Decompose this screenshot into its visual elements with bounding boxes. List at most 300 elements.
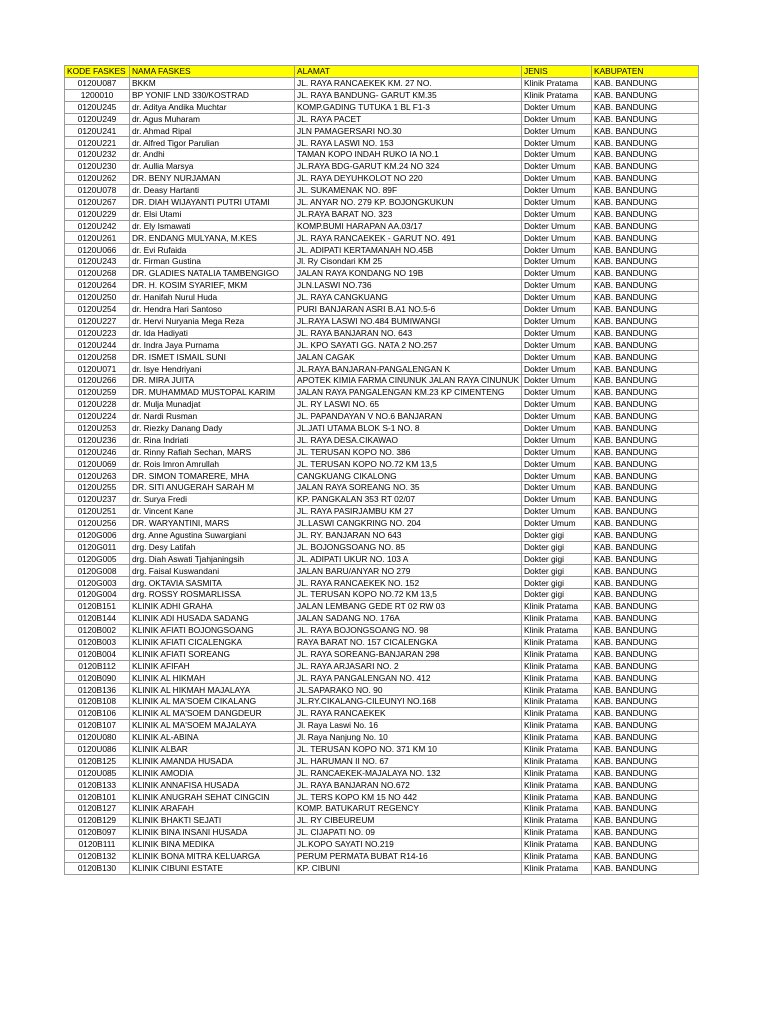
jenis-cell[interactable]: Dokter Umum: [522, 208, 592, 220]
kode-faskes-cell[interactable]: 0120U264: [65, 280, 130, 292]
kode-faskes-cell[interactable]: 0120U249: [65, 113, 130, 125]
kode-faskes-cell[interactable]: 0120U221: [65, 137, 130, 149]
nama-faskes-cell[interactable]: dr. Isye Hendriyani: [130, 363, 295, 375]
alamat-cell[interactable]: JL. RAYA BANJARAN NO. 643: [295, 327, 522, 339]
alamat-cell[interactable]: KOMP.GADING TUTUKA 1 BL F1-3: [295, 101, 522, 113]
nama-faskes-cell[interactable]: drg. OKTAVIA SASMITA: [130, 577, 295, 589]
kabupaten-cell[interactable]: KAB. BANDUNG: [592, 684, 699, 696]
alamat-cell[interactable]: JL. RAYA PANGALENGAN NO. 412: [295, 672, 522, 684]
nama-faskes-cell[interactable]: KLINIK AMANDA HUSADA: [130, 755, 295, 767]
kabupaten-cell[interactable]: KAB. BANDUNG: [592, 482, 699, 494]
nama-faskes-cell[interactable]: dr. Aditya Andika Muchtar: [130, 101, 295, 113]
nama-faskes-cell[interactable]: drg. Desy Latifah: [130, 541, 295, 553]
jenis-cell[interactable]: Klinik Pratama: [522, 684, 592, 696]
kode-faskes-cell[interactable]: 0120U251: [65, 505, 130, 517]
kabupaten-cell[interactable]: KAB. BANDUNG: [592, 458, 699, 470]
kode-faskes-cell[interactable]: 0120U262: [65, 173, 130, 185]
nama-faskes-cell[interactable]: dr. Agus Muharam: [130, 113, 295, 125]
alamat-cell[interactable]: JL. KPO SAYATI GG. NATA 2 NO.257: [295, 339, 522, 351]
alamat-cell[interactable]: JL. RAYA BANJARAN NO.672: [295, 779, 522, 791]
kabupaten-cell[interactable]: KAB. BANDUNG: [592, 850, 699, 862]
kode-faskes-cell[interactable]: 0120U223: [65, 327, 130, 339]
kode-faskes-cell[interactable]: 0120U255: [65, 482, 130, 494]
alamat-cell[interactable]: JL.KOPO SAYATI NO.219: [295, 838, 522, 850]
alamat-cell[interactable]: JL. CIJAPATI NO. 09: [295, 827, 522, 839]
jenis-cell[interactable]: Dokter Umum: [522, 505, 592, 517]
kabupaten-cell[interactable]: KAB. BANDUNG: [592, 434, 699, 446]
nama-faskes-cell[interactable]: dr. Ely Ismawati: [130, 220, 295, 232]
alamat-cell[interactable]: JL. RAYA RANCAEKEK NO. 152: [295, 577, 522, 589]
jenis-cell[interactable]: Dokter Umum: [522, 101, 592, 113]
jenis-cell[interactable]: Dokter Umum: [522, 184, 592, 196]
alamat-cell[interactable]: JALAN SADANG NO. 176A: [295, 612, 522, 624]
jenis-cell[interactable]: Dokter Umum: [522, 410, 592, 422]
kode-faskes-cell[interactable]: 0120U078: [65, 184, 130, 196]
alamat-cell[interactable]: JALAN RAYA PANGALENGAN KM.23 KP CIMENTENG: [295, 387, 522, 399]
kabupaten-cell[interactable]: KAB. BANDUNG: [592, 315, 699, 327]
alamat-cell[interactable]: JLN.LASWI NO.736: [295, 280, 522, 292]
kode-faskes-cell[interactable]: 0120B112: [65, 660, 130, 672]
kabupaten-cell[interactable]: KAB. BANDUNG: [592, 601, 699, 613]
kode-faskes-cell[interactable]: 0120U066: [65, 244, 130, 256]
nama-faskes-cell[interactable]: drg. Faisal Kuswandani: [130, 565, 295, 577]
nama-faskes-cell[interactable]: KLINIK AL MA'SOEM CIKALANG: [130, 696, 295, 708]
kode-faskes-cell[interactable]: 0120B127: [65, 803, 130, 815]
kabupaten-cell[interactable]: KAB. BANDUNG: [592, 553, 699, 565]
nama-faskes-cell[interactable]: KLINIK ANUGRAH SEHAT CINGCIN: [130, 791, 295, 803]
kode-faskes-cell[interactable]: 0120B111: [65, 838, 130, 850]
alamat-cell[interactable]: JL. RAYA LASWI NO. 153: [295, 137, 522, 149]
alamat-cell[interactable]: JALAN RAYA KONDANG NO 19B: [295, 268, 522, 280]
nama-faskes-cell[interactable]: KLINIK AL MA'SOEM DANGDEUR: [130, 708, 295, 720]
nama-faskes-cell[interactable]: dr. Surya Fredi: [130, 494, 295, 506]
alamat-cell[interactable]: JL. HARUMAN II NO. 67: [295, 755, 522, 767]
kabupaten-cell[interactable]: KAB. BANDUNG: [592, 470, 699, 482]
jenis-cell[interactable]: Klinik Pratama: [522, 660, 592, 672]
jenis-cell[interactable]: Klinik Pratama: [522, 648, 592, 660]
kabupaten-cell[interactable]: KAB. BANDUNG: [592, 672, 699, 684]
jenis-cell[interactable]: Dokter Umum: [522, 422, 592, 434]
kabupaten-cell[interactable]: KAB. BANDUNG: [592, 232, 699, 244]
nama-faskes-cell[interactable]: dr. Deasy Hartanti: [130, 184, 295, 196]
nama-faskes-cell[interactable]: dr. Evi Rufaida: [130, 244, 295, 256]
kabupaten-cell[interactable]: KAB. BANDUNG: [592, 660, 699, 672]
alamat-cell[interactable]: JALAN LEMBANG GEDE RT 02 RW 03: [295, 601, 522, 613]
jenis-cell[interactable]: Klinik Pratama: [522, 612, 592, 624]
kode-faskes-cell[interactable]: 0120U254: [65, 303, 130, 315]
alamat-cell[interactable]: JL. RAYA CANGKUANG: [295, 291, 522, 303]
kabupaten-cell[interactable]: KAB. BANDUNG: [592, 696, 699, 708]
jenis-cell[interactable]: Klinik Pratama: [522, 77, 592, 89]
jenis-cell[interactable]: Dokter Umum: [522, 244, 592, 256]
nama-faskes-cell[interactable]: KLINIK ADHI GRAHA: [130, 601, 295, 613]
jenis-cell[interactable]: Dokter gigi: [522, 553, 592, 565]
alamat-cell[interactable]: JL. ADIPATI KERTAMANAH NO.45B: [295, 244, 522, 256]
kode-faskes-cell[interactable]: 0120U069: [65, 458, 130, 470]
kode-faskes-cell[interactable]: 0120U087: [65, 77, 130, 89]
kabupaten-cell[interactable]: KAB. BANDUNG: [592, 161, 699, 173]
alamat-cell[interactable]: Jl. Raya Nanjung No. 10: [295, 731, 522, 743]
jenis-cell[interactable]: Dokter Umum: [522, 387, 592, 399]
jenis-cell[interactable]: Dokter Umum: [522, 173, 592, 185]
jenis-cell[interactable]: Klinik Pratama: [522, 862, 592, 874]
jenis-cell[interactable]: Klinik Pratama: [522, 815, 592, 827]
nama-faskes-cell[interactable]: KLINIK AFIATI SOREANG: [130, 648, 295, 660]
kabupaten-cell[interactable]: KAB. BANDUNG: [592, 173, 699, 185]
jenis-cell[interactable]: Dokter Umum: [522, 363, 592, 375]
nama-faskes-cell[interactable]: KLINIK BONA MITRA KELUARGA: [130, 850, 295, 862]
kabupaten-cell[interactable]: KAB. BANDUNG: [592, 529, 699, 541]
kode-faskes-cell[interactable]: 0120B136: [65, 684, 130, 696]
kode-faskes-cell[interactable]: 0120U259: [65, 387, 130, 399]
nama-faskes-cell[interactable]: KLINIK ARAFAH: [130, 803, 295, 815]
jenis-cell[interactable]: Klinik Pratama: [522, 719, 592, 731]
jenis-cell[interactable]: Klinik Pratama: [522, 779, 592, 791]
jenis-cell[interactable]: Klinik Pratama: [522, 601, 592, 613]
kabupaten-cell[interactable]: KAB. BANDUNG: [592, 827, 699, 839]
alamat-cell[interactable]: JL. ADIPATI UKUR NO. 103 A: [295, 553, 522, 565]
nama-faskes-cell[interactable]: KLINIK AFIATI CICALENGKA: [130, 636, 295, 648]
header-nama-faskes[interactable]: NAMA FASKES: [130, 66, 295, 78]
alamat-cell[interactable]: JL. RAYA BOJONGSOANG NO. 98: [295, 624, 522, 636]
jenis-cell[interactable]: Klinik Pratama: [522, 850, 592, 862]
alamat-cell[interactable]: JL. TERUSAN KOPO NO. 386: [295, 446, 522, 458]
alamat-cell[interactable]: RAYA BARAT NO. 157 CICALENGKA: [295, 636, 522, 648]
jenis-cell[interactable]: Dokter Umum: [522, 113, 592, 125]
kabupaten-cell[interactable]: KAB. BANDUNG: [592, 184, 699, 196]
alamat-cell[interactable]: JL.RAYA BARAT NO. 323: [295, 208, 522, 220]
jenis-cell[interactable]: Dokter gigi: [522, 589, 592, 601]
jenis-cell[interactable]: Dokter Umum: [522, 327, 592, 339]
kode-faskes-cell[interactable]: 0120G006: [65, 529, 130, 541]
kabupaten-cell[interactable]: KAB. BANDUNG: [592, 77, 699, 89]
alamat-cell[interactable]: KP. PANGKALAN 353 RT 02/07: [295, 494, 522, 506]
alamat-cell[interactable]: JL. RAYA RANCAEKEK: [295, 708, 522, 720]
kabupaten-cell[interactable]: KAB. BANDUNG: [592, 767, 699, 779]
jenis-cell[interactable]: Dokter Umum: [522, 256, 592, 268]
nama-faskes-cell[interactable]: dr. Alfred Tigor Parulian: [130, 137, 295, 149]
kode-faskes-cell[interactable]: 0120U242: [65, 220, 130, 232]
kabupaten-cell[interactable]: KAB. BANDUNG: [592, 375, 699, 387]
kode-faskes-cell[interactable]: 0120U086: [65, 743, 130, 755]
header-kabupaten[interactable]: KABUPATEN: [592, 66, 699, 78]
nama-faskes-cell[interactable]: dr. Hervi Nuryania Mega Reza: [130, 315, 295, 327]
nama-faskes-cell[interactable]: dr. Riezky Danang Dady: [130, 422, 295, 434]
alamat-cell[interactable]: JL.JATI UTAMA BLOK S-1 NO. 8: [295, 422, 522, 434]
kabupaten-cell[interactable]: KAB. BANDUNG: [592, 565, 699, 577]
nama-faskes-cell[interactable]: drg. Diah Aswati Tjahjaningsih: [130, 553, 295, 565]
nama-faskes-cell[interactable]: dr. Hanifah Nurul Huda: [130, 291, 295, 303]
kode-faskes-cell[interactable]: 0120B151: [65, 601, 130, 613]
kabupaten-cell[interactable]: KAB. BANDUNG: [592, 815, 699, 827]
alamat-cell[interactable]: JL.RAYA BANJARAN-PANGALENGAN K: [295, 363, 522, 375]
kabupaten-cell[interactable]: KAB. BANDUNG: [592, 577, 699, 589]
alamat-cell[interactable]: JL. RAYA PACET: [295, 113, 522, 125]
kode-faskes-cell[interactable]: 0120U080: [65, 731, 130, 743]
jenis-cell[interactable]: Klinik Pratama: [522, 803, 592, 815]
kabupaten-cell[interactable]: KAB. BANDUNG: [592, 137, 699, 149]
alamat-cell[interactable]: JL. RAYA ARJASARI NO. 2: [295, 660, 522, 672]
jenis-cell[interactable]: Klinik Pratama: [522, 791, 592, 803]
kode-faskes-cell[interactable]: 0120U237: [65, 494, 130, 506]
jenis-cell[interactable]: Dokter gigi: [522, 541, 592, 553]
kode-faskes-cell[interactable]: 0120B132: [65, 850, 130, 862]
jenis-cell[interactable]: Dokter Umum: [522, 280, 592, 292]
kabupaten-cell[interactable]: KAB. BANDUNG: [592, 208, 699, 220]
kabupaten-cell[interactable]: KAB. BANDUNG: [592, 422, 699, 434]
jenis-cell[interactable]: Dokter gigi: [522, 529, 592, 541]
jenis-cell[interactable]: Dokter gigi: [522, 565, 592, 577]
alamat-cell[interactable]: JL. TERUSAN KOPO NO.72 KM 13,5: [295, 458, 522, 470]
jenis-cell[interactable]: Dokter Umum: [522, 149, 592, 161]
kode-faskes-cell[interactable]: 0120B144: [65, 612, 130, 624]
jenis-cell[interactable]: Klinik Pratama: [522, 636, 592, 648]
alamat-cell[interactable]: JL.RAYA BDG-GARUT KM.24 NO 324: [295, 161, 522, 173]
nama-faskes-cell[interactable]: dr. Firman Gustina: [130, 256, 295, 268]
jenis-cell[interactable]: Klinik Pratama: [522, 696, 592, 708]
kode-faskes-cell[interactable]: 0120U246: [65, 446, 130, 458]
kabupaten-cell[interactable]: KAB. BANDUNG: [592, 708, 699, 720]
kode-faskes-cell[interactable]: 0120G008: [65, 565, 130, 577]
nama-faskes-cell[interactable]: DR. SIMON TOMARERE, MHA: [130, 470, 295, 482]
kabupaten-cell[interactable]: KAB. BANDUNG: [592, 363, 699, 375]
kabupaten-cell[interactable]: KAB. BANDUNG: [592, 101, 699, 113]
kabupaten-cell[interactable]: KAB. BANDUNG: [592, 589, 699, 601]
nama-faskes-cell[interactable]: KLINIK AFIATI BOJONGSOANG: [130, 624, 295, 636]
alamat-cell[interactable]: JLN PAMAGERSARI NO.30: [295, 125, 522, 137]
alamat-cell[interactable]: APOTEK KIMIA FARMA CINUNUK JALAN RAYA CINUNUK: [295, 375, 522, 387]
kabupaten-cell[interactable]: KAB. BANDUNG: [592, 339, 699, 351]
kode-faskes-cell[interactable]: 0120B097: [65, 827, 130, 839]
nama-faskes-cell[interactable]: dr. Vincent Kane: [130, 505, 295, 517]
kabupaten-cell[interactable]: KAB. BANDUNG: [592, 220, 699, 232]
kode-faskes-cell[interactable]: 0120B003: [65, 636, 130, 648]
kabupaten-cell[interactable]: KAB. BANDUNG: [592, 541, 699, 553]
kode-faskes-cell[interactable]: 0120B108: [65, 696, 130, 708]
jenis-cell[interactable]: Dokter Umum: [522, 303, 592, 315]
kabupaten-cell[interactable]: KAB. BANDUNG: [592, 125, 699, 137]
nama-faskes-cell[interactable]: DR. GLADIES NATALIA TAMBENGIGO: [130, 268, 295, 280]
jenis-cell[interactable]: Dokter gigi: [522, 577, 592, 589]
kabupaten-cell[interactable]: KAB. BANDUNG: [592, 803, 699, 815]
alamat-cell[interactable]: Jl. Ry Cisondari KM 25: [295, 256, 522, 268]
jenis-cell[interactable]: Klinik Pratama: [522, 624, 592, 636]
nama-faskes-cell[interactable]: dr. Hendra Hari Santoso: [130, 303, 295, 315]
kode-faskes-cell[interactable]: 0120B130: [65, 862, 130, 874]
alamat-cell[interactable]: KP. CIBUNI: [295, 862, 522, 874]
kabupaten-cell[interactable]: KAB. BANDUNG: [592, 838, 699, 850]
kode-faskes-cell[interactable]: 0120U228: [65, 398, 130, 410]
jenis-cell[interactable]: Dokter Umum: [522, 125, 592, 137]
alamat-cell[interactable]: JL. SUKAMENAK NO. 89F: [295, 184, 522, 196]
kode-faskes-cell[interactable]: 0120U224: [65, 410, 130, 422]
alamat-cell[interactable]: CANGKUANG CIKALONG: [295, 470, 522, 482]
kode-faskes-cell[interactable]: 0120U227: [65, 315, 130, 327]
alamat-cell[interactable]: JL. RANCAEKEK-MAJALAYA NO. 132: [295, 767, 522, 779]
alamat-cell[interactable]: PURI BANJARAN ASRI B.A1 NO.5-6: [295, 303, 522, 315]
nama-faskes-cell[interactable]: drg. ROSSY ROSMARLISSA: [130, 589, 295, 601]
jenis-cell[interactable]: Dokter Umum: [522, 398, 592, 410]
nama-faskes-cell[interactable]: dr. Elsi Utami: [130, 208, 295, 220]
nama-faskes-cell[interactable]: dr. Andhi: [130, 149, 295, 161]
kabupaten-cell[interactable]: KAB. BANDUNG: [592, 862, 699, 874]
alamat-cell[interactable]: JL. RAYA RANCAEKEK - GARUT NO. 491: [295, 232, 522, 244]
jenis-cell[interactable]: Dokter Umum: [522, 291, 592, 303]
kode-faskes-cell[interactable]: 0120U268: [65, 268, 130, 280]
nama-faskes-cell[interactable]: DR. BENY NURJAMAN: [130, 173, 295, 185]
alamat-cell[interactable]: JL. PAPANDAYAN V NO.6 BANJARAN: [295, 410, 522, 422]
jenis-cell[interactable]: Klinik Pratama: [522, 731, 592, 743]
kabupaten-cell[interactable]: KAB. BANDUNG: [592, 410, 699, 422]
nama-faskes-cell[interactable]: DR. SITI ANUGERAH SARAH M: [130, 482, 295, 494]
kode-faskes-cell[interactable]: 0120B129: [65, 815, 130, 827]
kode-faskes-cell[interactable]: 0120U245: [65, 101, 130, 113]
jenis-cell[interactable]: Dokter Umum: [522, 458, 592, 470]
nama-faskes-cell[interactable]: dr. Aullia Marsya: [130, 161, 295, 173]
kabupaten-cell[interactable]: KAB. BANDUNG: [592, 636, 699, 648]
alamat-cell[interactable]: JL. RAYA SOREANG-BANJARAN 298: [295, 648, 522, 660]
kode-faskes-cell[interactable]: 0120U241: [65, 125, 130, 137]
kode-faskes-cell[interactable]: 1200010: [65, 89, 130, 101]
nama-faskes-cell[interactable]: KLINIK AL HIKMAH: [130, 672, 295, 684]
kabupaten-cell[interactable]: KAB. BANDUNG: [592, 244, 699, 256]
alamat-cell[interactable]: JL.RAYA LASWI NO.484 BUMIWANGI: [295, 315, 522, 327]
alamat-cell[interactable]: JL. RAYA DEYUHKOLOT NO 220: [295, 173, 522, 185]
jenis-cell[interactable]: Klinik Pratama: [522, 827, 592, 839]
jenis-cell[interactable]: Klinik Pratama: [522, 755, 592, 767]
kode-faskes-cell[interactable]: 0120G011: [65, 541, 130, 553]
kabupaten-cell[interactable]: KAB. BANDUNG: [592, 755, 699, 767]
alamat-cell[interactable]: JALAN RAYA SOREANG NO. 35: [295, 482, 522, 494]
kode-faskes-cell[interactable]: 0120U085: [65, 767, 130, 779]
nama-faskes-cell[interactable]: dr. Rois Imron Amrullah: [130, 458, 295, 470]
alamat-cell[interactable]: JL. ANYAR NO. 279 KP. BOJONGKUKUN: [295, 196, 522, 208]
kode-faskes-cell[interactable]: 0120U258: [65, 351, 130, 363]
kabupaten-cell[interactable]: KAB. BANDUNG: [592, 494, 699, 506]
jenis-cell[interactable]: Dokter Umum: [522, 494, 592, 506]
nama-faskes-cell[interactable]: KLINIK AFIFAH: [130, 660, 295, 672]
alamat-cell[interactable]: JALAN BARU/ANYAR NO 279: [295, 565, 522, 577]
kode-faskes-cell[interactable]: 0120U071: [65, 363, 130, 375]
nama-faskes-cell[interactable]: dr. Rina Indriati: [130, 434, 295, 446]
jenis-cell[interactable]: Klinik Pratama: [522, 743, 592, 755]
kabupaten-cell[interactable]: KAB. BANDUNG: [592, 280, 699, 292]
nama-faskes-cell[interactable]: DR. ENDANG MULYANA, M.KES: [130, 232, 295, 244]
alamat-cell[interactable]: JL. RY LASWI NO. 65: [295, 398, 522, 410]
nama-faskes-cell[interactable]: dr. Rinny Rafiah Sechan, MARS: [130, 446, 295, 458]
jenis-cell[interactable]: Dokter Umum: [522, 232, 592, 244]
jenis-cell[interactable]: Klinik Pratama: [522, 89, 592, 101]
kode-faskes-cell[interactable]: 0120U244: [65, 339, 130, 351]
alamat-cell[interactable]: TAMAN KOPO INDAH RUKO IA NO.1: [295, 149, 522, 161]
kabupaten-cell[interactable]: KAB. BANDUNG: [592, 351, 699, 363]
jenis-cell[interactable]: Klinik Pratama: [522, 672, 592, 684]
kode-faskes-cell[interactable]: 0120G005: [65, 553, 130, 565]
jenis-cell[interactable]: Dokter Umum: [522, 315, 592, 327]
kode-faskes-cell[interactable]: 0120B004: [65, 648, 130, 660]
jenis-cell[interactable]: Dokter Umum: [522, 470, 592, 482]
kabupaten-cell[interactable]: KAB. BANDUNG: [592, 327, 699, 339]
kode-faskes-cell[interactable]: 0120U253: [65, 422, 130, 434]
alamat-cell[interactable]: JL. RAYA DESA.CIKAWAO: [295, 434, 522, 446]
alamat-cell[interactable]: JL. BOJONGSOANG NO. 85: [295, 541, 522, 553]
nama-faskes-cell[interactable]: KLINIK ANNAFISA HUSADA: [130, 779, 295, 791]
jenis-cell[interactable]: Dokter Umum: [522, 196, 592, 208]
kode-faskes-cell[interactable]: 0120U250: [65, 291, 130, 303]
kode-faskes-cell[interactable]: 0120G003: [65, 577, 130, 589]
alamat-cell[interactable]: JL. RAYA RANCAEKEK KM. 27 NO.: [295, 77, 522, 89]
nama-faskes-cell[interactable]: KLINIK BINA MEDIKA: [130, 838, 295, 850]
alamat-cell[interactable]: JL. RY CIBEUREUM: [295, 815, 522, 827]
kode-faskes-cell[interactable]: 0120U230: [65, 161, 130, 173]
nama-faskes-cell[interactable]: KLINIK ALBAR: [130, 743, 295, 755]
nama-faskes-cell[interactable]: dr. Nardi Rusman: [130, 410, 295, 422]
nama-faskes-cell[interactable]: KLINIK AL MA'SOEM MAJALAYA: [130, 719, 295, 731]
kode-faskes-cell[interactable]: 0120U232: [65, 149, 130, 161]
nama-faskes-cell[interactable]: dr. Mulja Munadjat: [130, 398, 295, 410]
kabupaten-cell[interactable]: KAB. BANDUNG: [592, 719, 699, 731]
nama-faskes-cell[interactable]: DR. MIRA JUITA: [130, 375, 295, 387]
nama-faskes-cell[interactable]: dr. Ida Hadiyati: [130, 327, 295, 339]
header-alamat[interactable]: ALAMAT: [295, 66, 522, 78]
kabupaten-cell[interactable]: KAB. BANDUNG: [592, 268, 699, 280]
kabupaten-cell[interactable]: KAB. BANDUNG: [592, 446, 699, 458]
nama-faskes-cell[interactable]: DR. MUHAMMAD MUSTOPAL KARIM: [130, 387, 295, 399]
kabupaten-cell[interactable]: KAB. BANDUNG: [592, 291, 699, 303]
kode-faskes-cell[interactable]: 0120B101: [65, 791, 130, 803]
kode-faskes-cell[interactable]: 0120G004: [65, 589, 130, 601]
jenis-cell[interactable]: Klinik Pratama: [522, 767, 592, 779]
nama-faskes-cell[interactable]: dr. Indra Jaya Purnama: [130, 339, 295, 351]
kabupaten-cell[interactable]: KAB. BANDUNG: [592, 256, 699, 268]
kabupaten-cell[interactable]: KAB. BANDUNG: [592, 791, 699, 803]
nama-faskes-cell[interactable]: dr. Ahmad Ripal: [130, 125, 295, 137]
nama-faskes-cell[interactable]: DR. DIAH WIJAYANTI PUTRI UTAMI: [130, 196, 295, 208]
kabupaten-cell[interactable]: KAB. BANDUNG: [592, 624, 699, 636]
alamat-cell[interactable]: JL.LASWI CANGKRING NO. 204: [295, 517, 522, 529]
kabupaten-cell[interactable]: KAB. BANDUNG: [592, 89, 699, 101]
alamat-cell[interactable]: JL. TERUSAN KOPO NO.72 KM 13,5: [295, 589, 522, 601]
jenis-cell[interactable]: Dokter Umum: [522, 268, 592, 280]
nama-faskes-cell[interactable]: KLINIK BINA INSANI HUSADA: [130, 827, 295, 839]
kabupaten-cell[interactable]: KAB. BANDUNG: [592, 387, 699, 399]
nama-faskes-cell[interactable]: drg. Anne Agustina Suwargiani: [130, 529, 295, 541]
kode-faskes-cell[interactable]: 0120U229: [65, 208, 130, 220]
alamat-cell[interactable]: KOMP. BATUKARUT REGENCY: [295, 803, 522, 815]
jenis-cell[interactable]: Dokter Umum: [522, 482, 592, 494]
kode-faskes-cell[interactable]: 0120U243: [65, 256, 130, 268]
kabupaten-cell[interactable]: KAB. BANDUNG: [592, 731, 699, 743]
nama-faskes-cell[interactable]: BKKM: [130, 77, 295, 89]
nama-faskes-cell[interactable]: KLINIK AL-ABINA: [130, 731, 295, 743]
jenis-cell[interactable]: Dokter Umum: [522, 161, 592, 173]
nama-faskes-cell[interactable]: DR. H. KOSIM SYARIEF, MKM: [130, 280, 295, 292]
kabupaten-cell[interactable]: KAB. BANDUNG: [592, 398, 699, 410]
jenis-cell[interactable]: Dokter Umum: [522, 517, 592, 529]
jenis-cell[interactable]: Dokter Umum: [522, 339, 592, 351]
kabupaten-cell[interactable]: KAB. BANDUNG: [592, 149, 699, 161]
alamat-cell[interactable]: JL. RAYA PASIRJAMBU KM 27: [295, 505, 522, 517]
jenis-cell[interactable]: Dokter Umum: [522, 434, 592, 446]
jenis-cell[interactable]: Dokter Umum: [522, 220, 592, 232]
kabupaten-cell[interactable]: KAB. BANDUNG: [592, 113, 699, 125]
jenis-cell[interactable]: Dokter Umum: [522, 137, 592, 149]
kode-faskes-cell[interactable]: 0120U256: [65, 517, 130, 529]
kode-faskes-cell[interactable]: 0120U266: [65, 375, 130, 387]
kode-faskes-cell[interactable]: 0120U236: [65, 434, 130, 446]
kabupaten-cell[interactable]: KAB. BANDUNG: [592, 648, 699, 660]
kode-faskes-cell[interactable]: 0120B133: [65, 779, 130, 791]
